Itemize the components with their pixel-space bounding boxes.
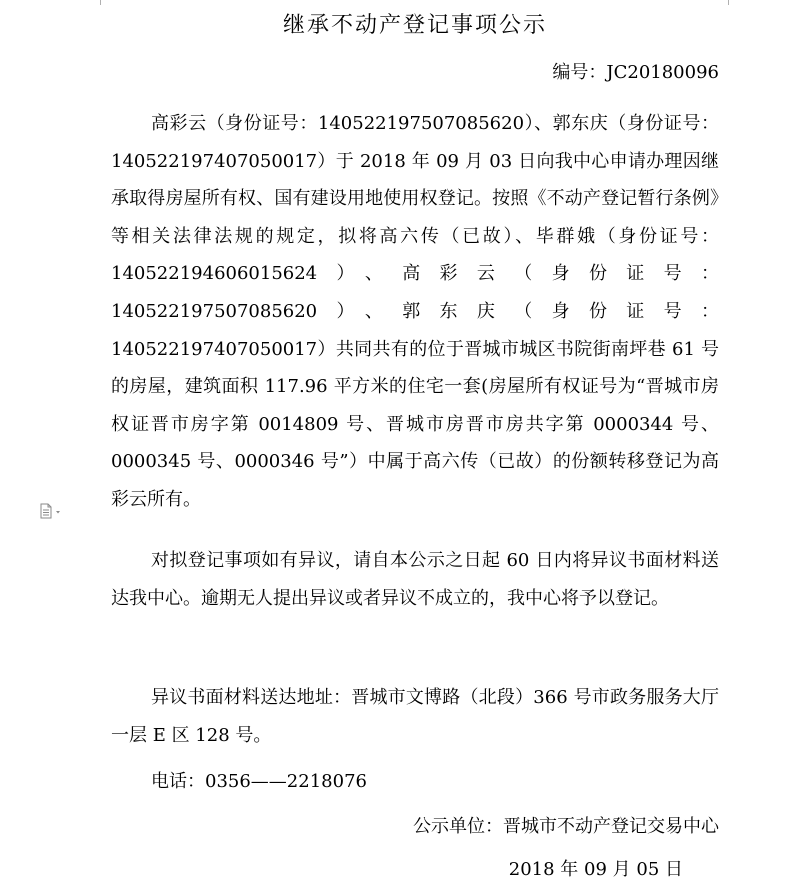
- document-title: 继承不动产登记事项公示: [282, 13, 547, 38]
- contact-phone: 电话：0356——2218076: [151, 771, 367, 792]
- paragraph-objection-address: 异议书面材料送达地址：晋城市文博路（北段）366 号市政务服务大厅一层 E 区 128 号。: [111, 687, 719, 746]
- document-number: 编号：JC20180096: [552, 62, 719, 83]
- paragraph-announcement: 高彩云（身份证号：140522197507085620）、郭东庆（身份证号：140522197407050017）于 2018 年 09 月 03 日向我中心申请办理因继承取得房屋所有权、国有建设用地使用权登记。按照《不动产登记暂行条例》等相关法律法规的规定，拟将高六传（已故）、毕群娥（身份证号：140522194606015624）、高彩云（身份证号：140522197507085620）、郭东庆（身份证号：140522197407050017）共同共有的位于晋城市城区书院街南坪巷 61 号的房屋，建筑面积 117.96 平方米的住宅一套(房屋所有权证号为“晋城市房权证晋市房字第 0014809 号、晋城市房晋市房共字第 0000344 号、0000345 号、0000346 号”）中属于高六传（已故）的份额转移登记为高彩云所有。: [111, 113, 719, 510]
- page-corner-mark-left: [86, 0, 101, 5]
- paragraph-objection-notice: 对拟登记事项如有异议，请自本公示之日起 60 日内将异议书面材料送达我中心。逾期无人提出异议或者异议不成立的，我中心将予以登记。: [111, 550, 719, 609]
- document-options-icon[interactable]: [40, 503, 62, 519]
- page-corner-mark-right: [728, 0, 743, 5]
- issue-date: 2018 年 09 月 05 日: [508, 859, 683, 880]
- issuing-unit: 公示单位：晋城市不动产登记交易中心: [413, 816, 719, 837]
